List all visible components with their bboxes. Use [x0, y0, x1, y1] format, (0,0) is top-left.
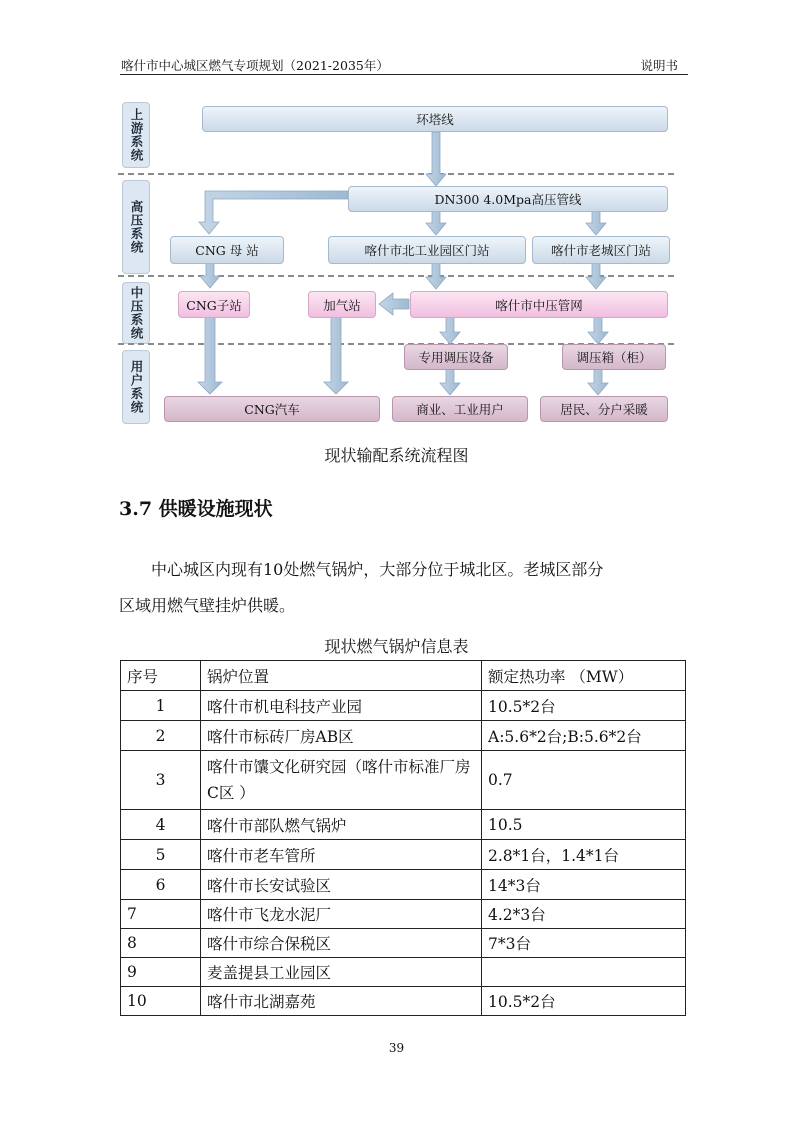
table-row: [121, 810, 686, 840]
band-upstream: 上游系统: [122, 102, 150, 168]
cell-power: 10.5*2台: [482, 691, 686, 721]
table-row: [121, 958, 686, 987]
box-cng-vehicles: CNG汽车: [164, 396, 380, 422]
page-header-section: 说明书: [640, 58, 678, 73]
cell-location: 喀什市机电科技产业园: [201, 691, 482, 721]
header-index: 序号: [121, 661, 201, 691]
cell-power: 4.2*3台: [482, 900, 686, 929]
paragraph-line-1: 中心城区内现有10处燃气锅炉，大部分位于城北区。老城区部分: [151, 560, 604, 579]
box-cng-child-station: CNG子站: [178, 291, 250, 318]
flowchart: [118, 96, 674, 428]
box-fuel-station: 加气站: [308, 291, 376, 318]
cell-location: 喀什市部队燃气锅炉: [201, 810, 482, 840]
box-residential-heating: 居民、分户采暖: [540, 396, 668, 422]
band-medium-pressure: 中压系统: [122, 282, 150, 344]
cell-index: 5: [121, 840, 201, 870]
cell-location: 喀什市馕文化研究园（喀什市标准厂房C区 ）: [201, 751, 482, 810]
cell-location: 喀什市飞龙水泥厂: [201, 900, 482, 929]
table-header-row: [121, 661, 686, 691]
table-row: [121, 870, 686, 900]
table-row: [121, 691, 686, 721]
header-location: 锅炉位置: [201, 661, 482, 691]
band-high-pressure: 高压系统: [122, 180, 150, 274]
cell-index: 6: [121, 870, 201, 900]
box-cng-mother-station: CNG 母 站: [170, 236, 284, 264]
cell-power: A:5.6*2台;B:5.6*2台: [482, 721, 686, 751]
cell-power: 0.7: [482, 751, 686, 810]
table-row: [121, 900, 686, 929]
section-title: 3.7 供暖设施现状: [119, 498, 273, 520]
cell-location: 喀什市长安试验区: [201, 870, 482, 900]
box-commercial-industrial-users: 商业、工业用户: [392, 396, 528, 422]
table-row: [121, 721, 686, 751]
box-high-pressure-main: DN300 4.0Mpa高压管线: [348, 186, 668, 212]
box-medium-pressure-network: 喀什市中压管网: [410, 291, 668, 318]
cell-location: 喀什市老车管所: [201, 840, 482, 870]
cell-index: 2: [121, 721, 201, 751]
paragraph-line-2: 区域用燃气壁挂炉供暖。: [119, 596, 296, 615]
box-old-city-gate-station: 喀什市老城区门站: [532, 236, 670, 264]
cell-power: 7*3台: [482, 929, 686, 958]
cell-index: 9: [121, 958, 201, 987]
cell-power: 2.8*1台，1.4*1台: [482, 840, 686, 870]
box-special-regulator: 专用调压设备: [404, 344, 508, 370]
cell-location: 喀什市综合保税区: [201, 929, 482, 958]
figure-caption: 现状输配系统流程图: [324, 446, 469, 465]
table-row: [121, 751, 686, 810]
cell-index: 1: [121, 691, 201, 721]
box-ring-pipeline: 环塔线: [202, 106, 668, 132]
cell-power: [482, 958, 686, 987]
page-header-title: 喀什市中心城区燃气专项规划（2021-2035年）: [121, 58, 389, 73]
cell-location: 麦盖提县工业园区: [201, 958, 482, 987]
cell-power: 14*3台: [482, 870, 686, 900]
table-row: [121, 987, 686, 1016]
header-rated-power: 额定热功率 （MW）: [482, 661, 686, 691]
cell-power: 10.5*2台: [482, 987, 686, 1016]
box-north-gate-station: 喀什市北工业园区门站: [328, 236, 526, 264]
box-regulator-cabinet: 调压箱（柜）: [562, 344, 666, 370]
cell-index: 3: [121, 751, 201, 810]
table-row: [121, 929, 686, 958]
cell-index: 4: [121, 810, 201, 840]
page-number: 39: [388, 1041, 405, 1055]
cell-index: 10: [121, 987, 201, 1016]
boiler-info-table: [120, 660, 686, 1016]
cell-index: 8: [121, 929, 201, 958]
cell-location: 喀什市北湖嘉苑: [201, 987, 482, 1016]
table-row: [121, 840, 686, 870]
cell-index: 7: [121, 900, 201, 929]
header-rule: [120, 74, 688, 75]
cell-power: 10.5: [482, 810, 686, 840]
cell-location: 喀什市标砖厂房AB区: [201, 721, 482, 751]
table-caption: 现状燃气锅炉信息表: [324, 637, 469, 656]
band-user: 用户系统: [122, 350, 150, 424]
